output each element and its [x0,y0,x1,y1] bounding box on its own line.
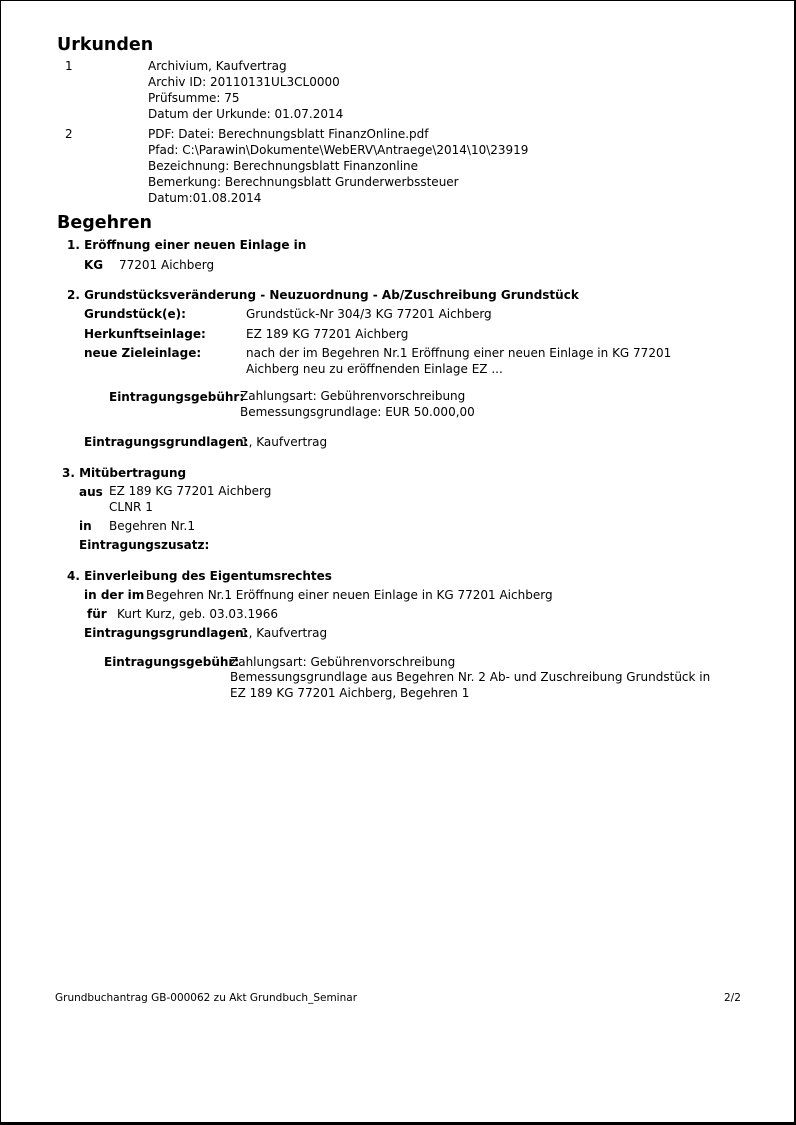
grundstueck-value: Grundstück-Nr 304/3 KG 77201 Aichberg [246,307,492,321]
in-label: in [79,519,92,533]
begehren-4-title: 4. Einverleibung des Eigentumsrechtes [67,569,332,583]
eintragungsgebuehr-line: Bemessungsgrundlage: EUR 50.000,00 [240,405,475,419]
urkunde-line: Bemerkung: Berechnungsblatt Grunderwerbssteuer [148,175,459,189]
kg-value: 77201 Aichberg [119,258,215,272]
eintragungsgebuehr-label: Eintragungsgebühr: [104,655,240,669]
urkunde-line: Prüfsumme: 75 [148,91,240,105]
zieleinlage-value-line: nach der im Begehren Nr.1 Eröffnung einer neuen Einlage in KG 77201 [246,346,672,360]
urkunde-line: Archiv ID: 20110131UL3CL0000 [148,75,340,89]
zieleinlage-value-line: Aichberg neu zu eröffnenden Einlage EZ ... [246,362,503,376]
urkunden-heading: Urkunden [57,35,154,55]
begehren-heading: Begehren [57,213,153,233]
eintragungsgrundlagen-value: 1, Kaufvertrag [241,626,328,640]
fuer-label: für [87,607,107,621]
begehren-1-title: 1. Eröffnung einer neuen Einlage in [67,238,307,252]
eintragungsgebuehr-line: Zahlungsart: Gebührenvorschreibung [230,655,456,669]
urkunde-line: Pfad: C:\Parawin\Dokumente\WebERV\Antraege\2014\10\23919 [148,143,529,157]
eintragungsgrundlagen-label: Eintragungsgrundlagen: [84,435,249,449]
aus-value-line: CLNR 1 [109,500,153,514]
in-der-im-value: Begehren Nr.1 Eröffnung einer neuen Einlage in KG 77201 Aichberg [146,588,553,602]
herkunftseinlage-value: EZ 189 KG 77201 Aichberg [246,327,409,341]
in-der-im-label: in der im [84,588,145,602]
eintragungsgebuehr-line: Bemessungsgrundlage aus Begehren Nr. 2 Ab- und Zuschreibung Grundstück in [230,670,711,684]
eintragungszusatz-label: Eintragungszusatz: [79,538,210,552]
urkunde-line: Archivium, Kaufvertrag [148,59,287,73]
aus-value-line: EZ 189 KG 77201 Aichberg [109,484,272,498]
eintragungsgrundlagen-value: 1, Kaufvertrag [241,435,328,449]
in-value: Begehren Nr.1 [109,519,195,533]
urkunde-number: 1 [65,59,73,73]
begehren-2-title: 2. Grundstücksveränderung - Neuzuordnung - Ab/Zuschreibung Grundstück [67,288,579,302]
eintragungsgebuehr-line: Zahlungsart: Gebührenvorschreibung [240,389,466,403]
eintragungsgrundlagen-label: Eintragungsgrundlagen: [84,626,249,640]
zieleinlage-label: neue Zieleinlage: [84,346,202,360]
grundstueck-label: Grundstück(e): [84,307,186,321]
urkunde-line: Datum der Urkunde: 01.07.2014 [148,107,344,121]
urkunde-line: Bezeichnung: Berechnungsblatt Finanzonline [148,159,419,173]
begehren-3-title: 3. Mitübertragung [62,466,187,480]
urkunde-line: PDF: Datei: Berechnungsblatt FinanzOnline.pdf [148,127,429,141]
urkunde-number: 2 [65,127,73,141]
kg-label: KG [84,258,104,272]
fuer-value: Kurt Kurz, geb. 03.03.1966 [117,607,279,621]
aus-label: aus [79,485,103,499]
footer-document-reference: Grundbuchantrag GB-000062 zu Akt Grundbuch_Seminar [55,992,358,1004]
footer-page-number: 2/2 [724,992,741,1004]
eintragungsgebuehr-line: EZ 189 KG 77201 Aichberg, Begehren 1 [230,686,470,700]
eintragungsgebuehr-label: Eintragungsgebühr: [109,390,245,404]
herkunftseinlage-label: Herkunftseinlage: [84,327,206,341]
urkunde-line: Datum:01.08.2014 [148,191,262,205]
